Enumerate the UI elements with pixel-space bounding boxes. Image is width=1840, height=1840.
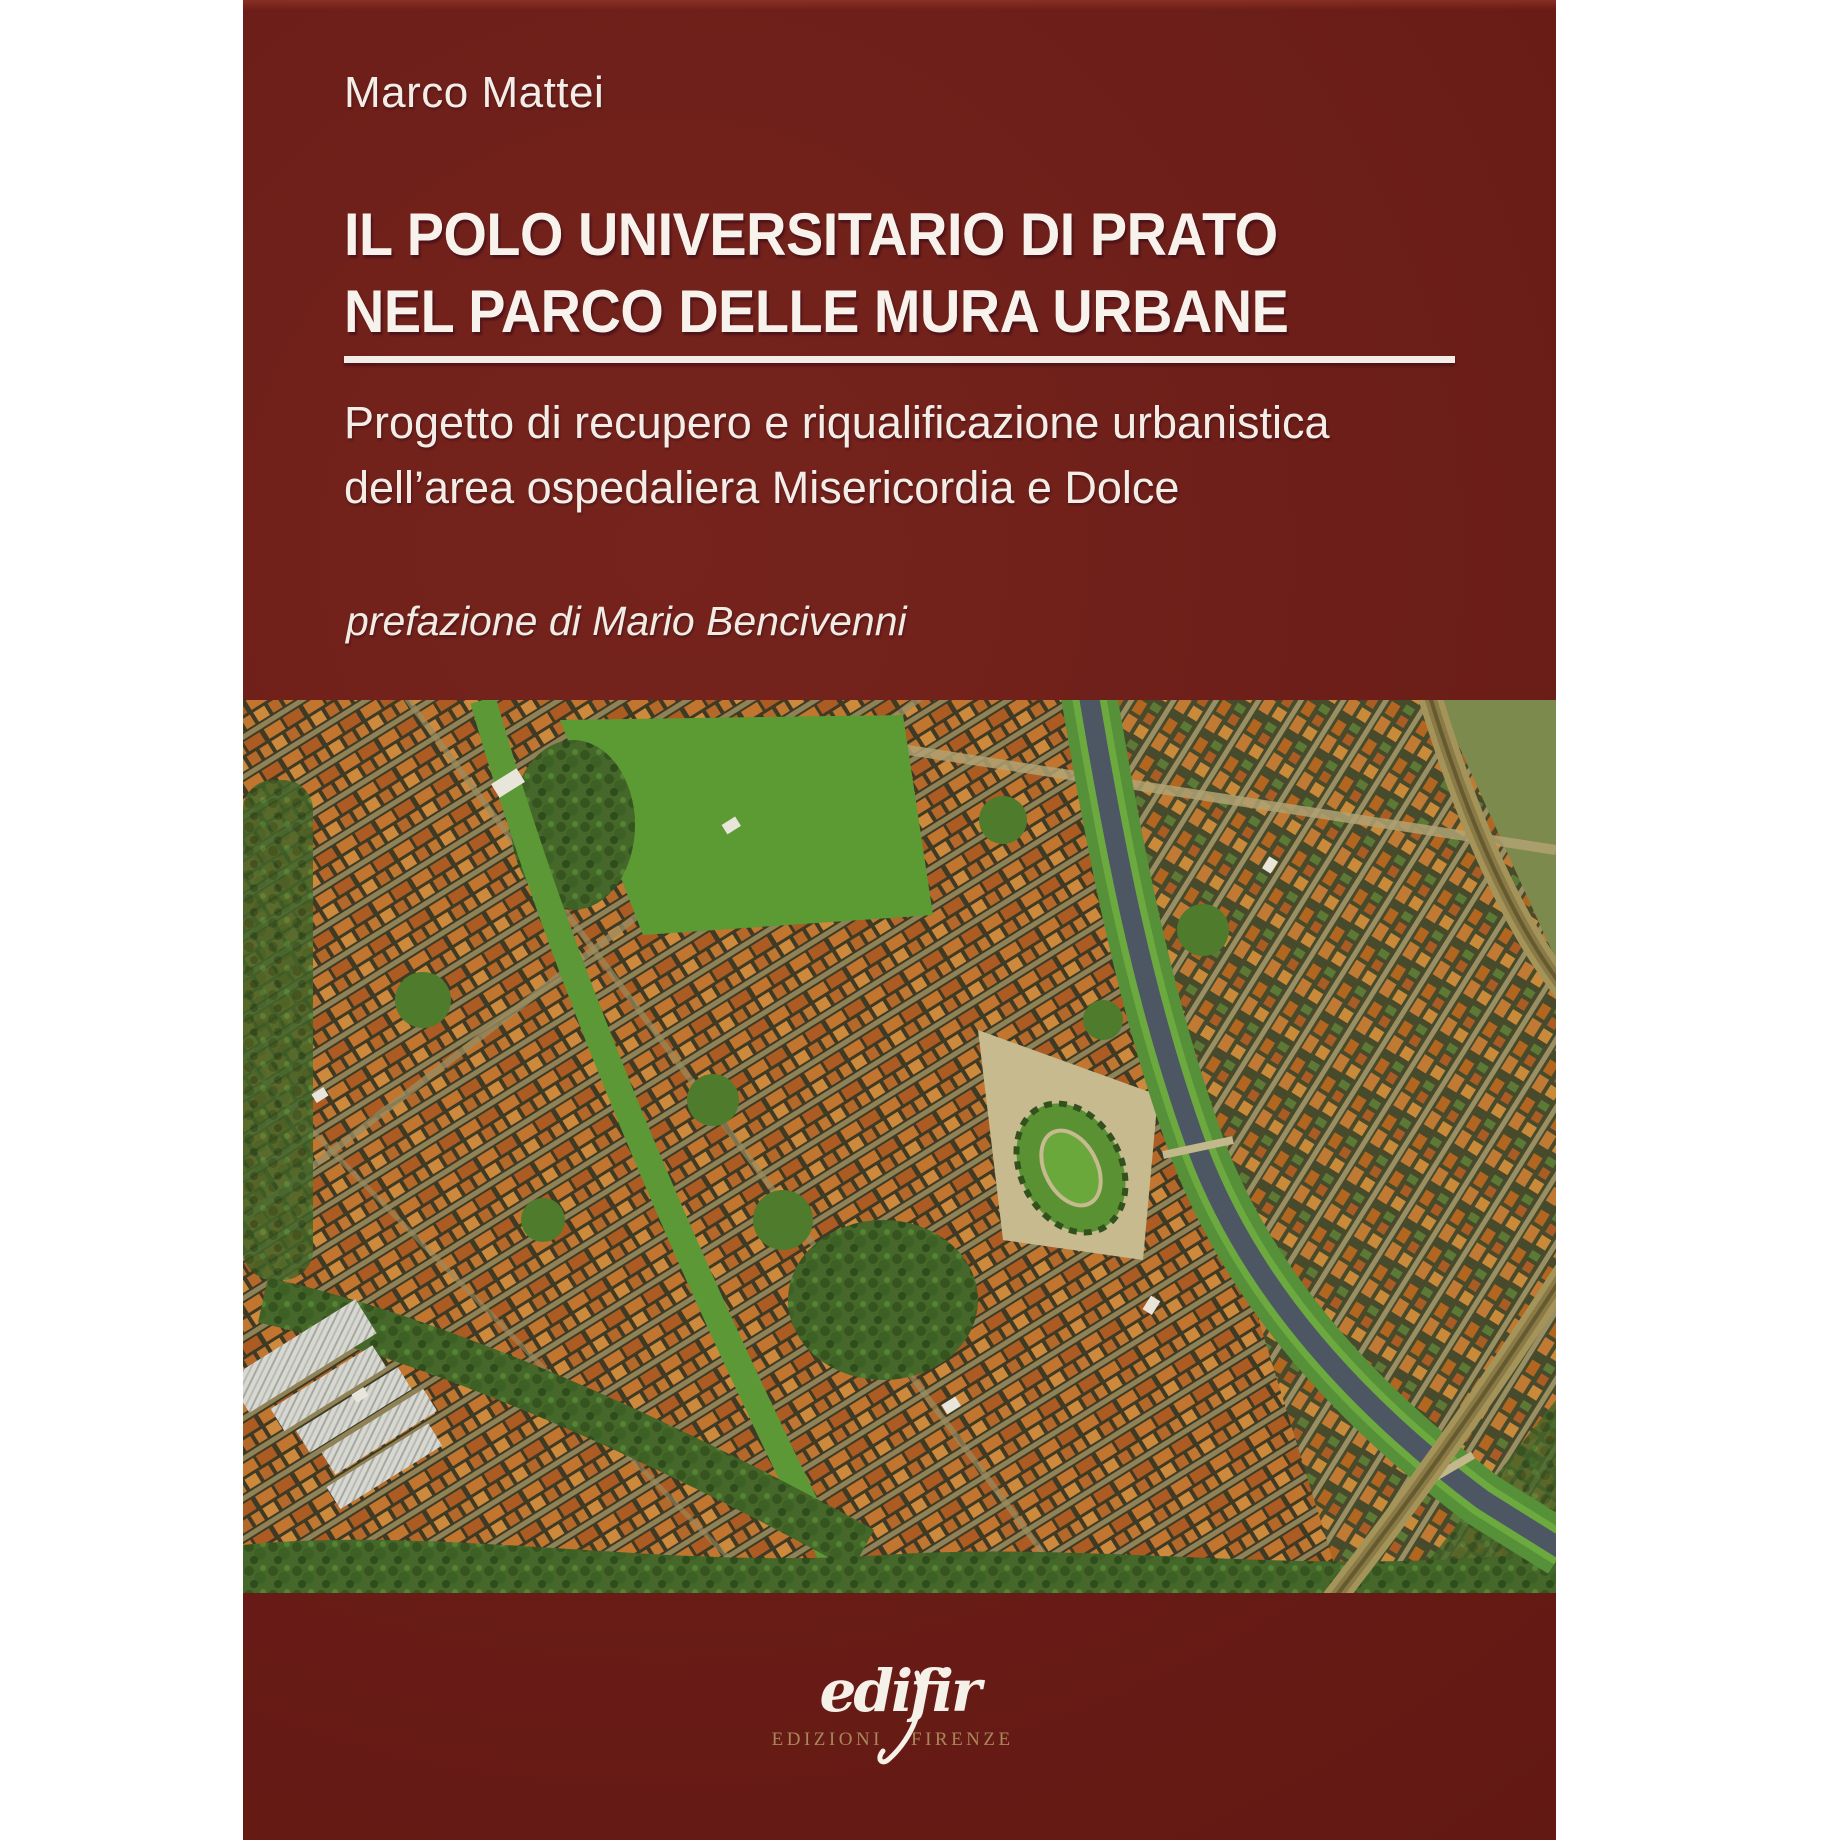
publisher-logo-edizioni: EDIZIONI	[771, 1729, 883, 1750]
title-line-1: IL POLO UNIVERSITARIO DI PRATO	[344, 201, 1278, 268]
edifir-logo	[759, 1645, 1039, 1775]
book-cover	[243, 0, 1556, 1840]
subtitle-line-2: dell’area ospedaliera Misericordia e Dolce	[344, 462, 1180, 513]
title-divider-rule	[344, 356, 1455, 363]
book-title	[344, 196, 1460, 350]
publisher-logo-script: edifir	[819, 1657, 979, 1725]
publisher-logo-firenze: FIRENZE	[911, 1729, 1014, 1750]
title-line-2: NEL PARCO DELLE MURA URBANE	[344, 278, 1289, 345]
subtitle-line-1: Progetto di recupero e riqualificazione urbanistica	[344, 397, 1330, 448]
author-name: Marco Mattei	[344, 68, 605, 117]
book-subtitle	[344, 390, 1330, 520]
preface-credit: prefazione di Mario Bencivenni	[346, 598, 907, 644]
publisher-logo	[759, 1645, 1039, 1775]
aerial-photo-illustration	[243, 700, 1556, 1593]
aerial-photo-prato	[243, 700, 1556, 1593]
